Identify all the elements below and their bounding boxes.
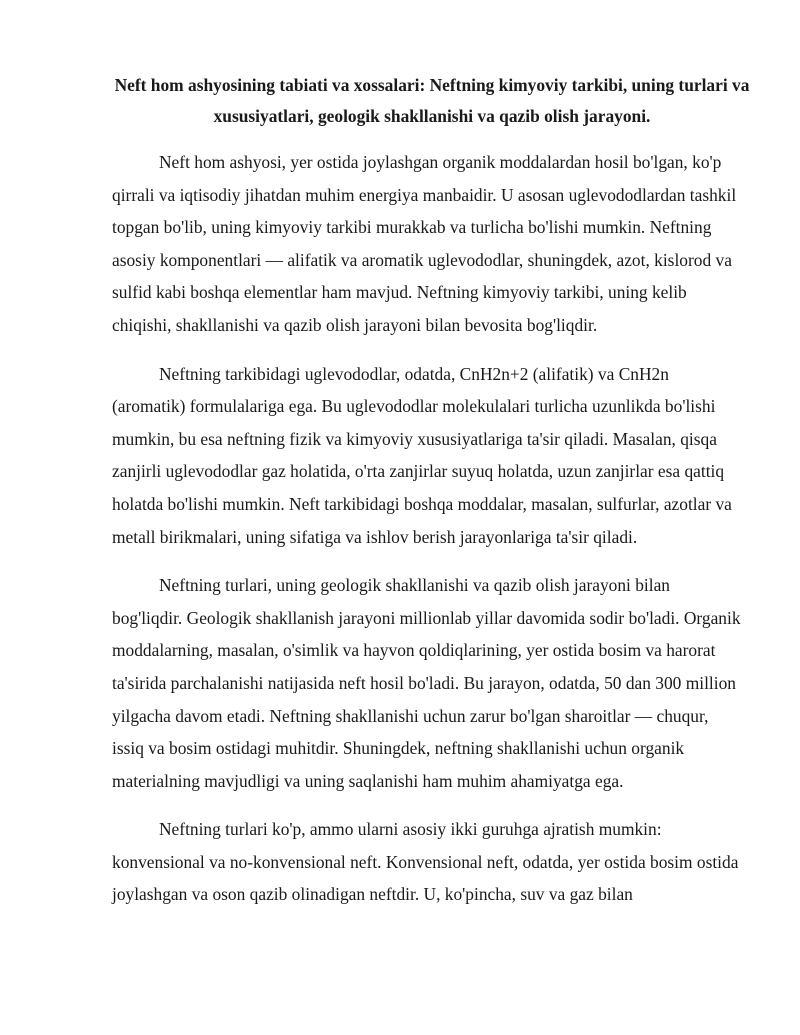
paragraph: Neftning tarkibidagi uglevododlar, odatda, CnH2n+2 (alifatik) va CnH2n (aromatik) formulalariga ega. Bu uglevododlar molekulalari turlicha uzunlikda bo'lishi mumkin, bu esa neftning fizik va kimyoviy xususiyatlariga ta'sir qiladi. Masalan, qisqa zanjirli uglevododlar gaz holatida, o'rta zanjirlar suyuq holatda, uzun zanjirlar esa qattiq holatda bo'lishi mumkin. Neft tarkibidagi boshqa moddalar, masalan, sulfurlar, azotlar va metall birikmalari, uning sifatiga va ishlov berish jarayonlariga ta'sir qiladi. [112,363,732,547]
paragraph: Neftning turlari ko'p, ammo ularni asosiy ikki guruhga ajratish mumkin: konvensional va no-konvensional neft. Konvensional neft, odatda, yer ostida bosim ostida joylashgan va oson qazib olinadigan neftdir. U, ko'pincha, suv va gaz bilan [112,819,739,905]
document-title: Neft hom ashyosining tabiati va xossalari: Neftning kimyoviy tarkibi, uning turlari va xususiyatlari, geologik shakllanishi va qazib olish jarayoni. [114,75,750,126]
paragraph: Neft hom ashyosi, yer ostida joylashgan organik moddalardan hosil bo'lgan, ko'p qirrali va iqtisodiy jihatdan muhim energiya manbaidir. U asosan uglevododlardan tashkil topgan bo'lib, uning kimyoviy tarkibi murakkab va turlicha bo'lishi mumkin. Neftning asosiy komponentlari — alifatik va aromatik uglevododlar, shuningdek, azot, kislorod va sulfid kabi boshqa elementlar ham mavjud. Neftning kimyoviy tarkibi, uning kelib chiqishi, shakllanishi va qazib olish jarayoni bilan bevosita bog'liqdir. [112,152,737,335]
paragraph: Neftning turlari, uning geologik shakllanishi va qazib olish jarayoni bilan bog'liqdir. Geologik shakllanish jarayoni millionlab yillar davomida sodir bo'ladi. Organik moddalarning, masalan, o'simlik va hayvon qoldiqlarining, yer ostida bosim va harorat ta'sirida parchalanishi natijasida neft hosil bo'ladi. Bu jarayon, odatda, 50 dan 300 million yilgacha davom etadi. Neftning shakllanishi uchun zarur bo'lgan sharoitlar — chuqur, issiq va bosim ostidagi muhitdir. Shuningdek, neftning shakllanishi uchun organik materialning mavjudligi va uning saqlanishi ham muhim ahamiyatga ega. [112,575,741,791]
